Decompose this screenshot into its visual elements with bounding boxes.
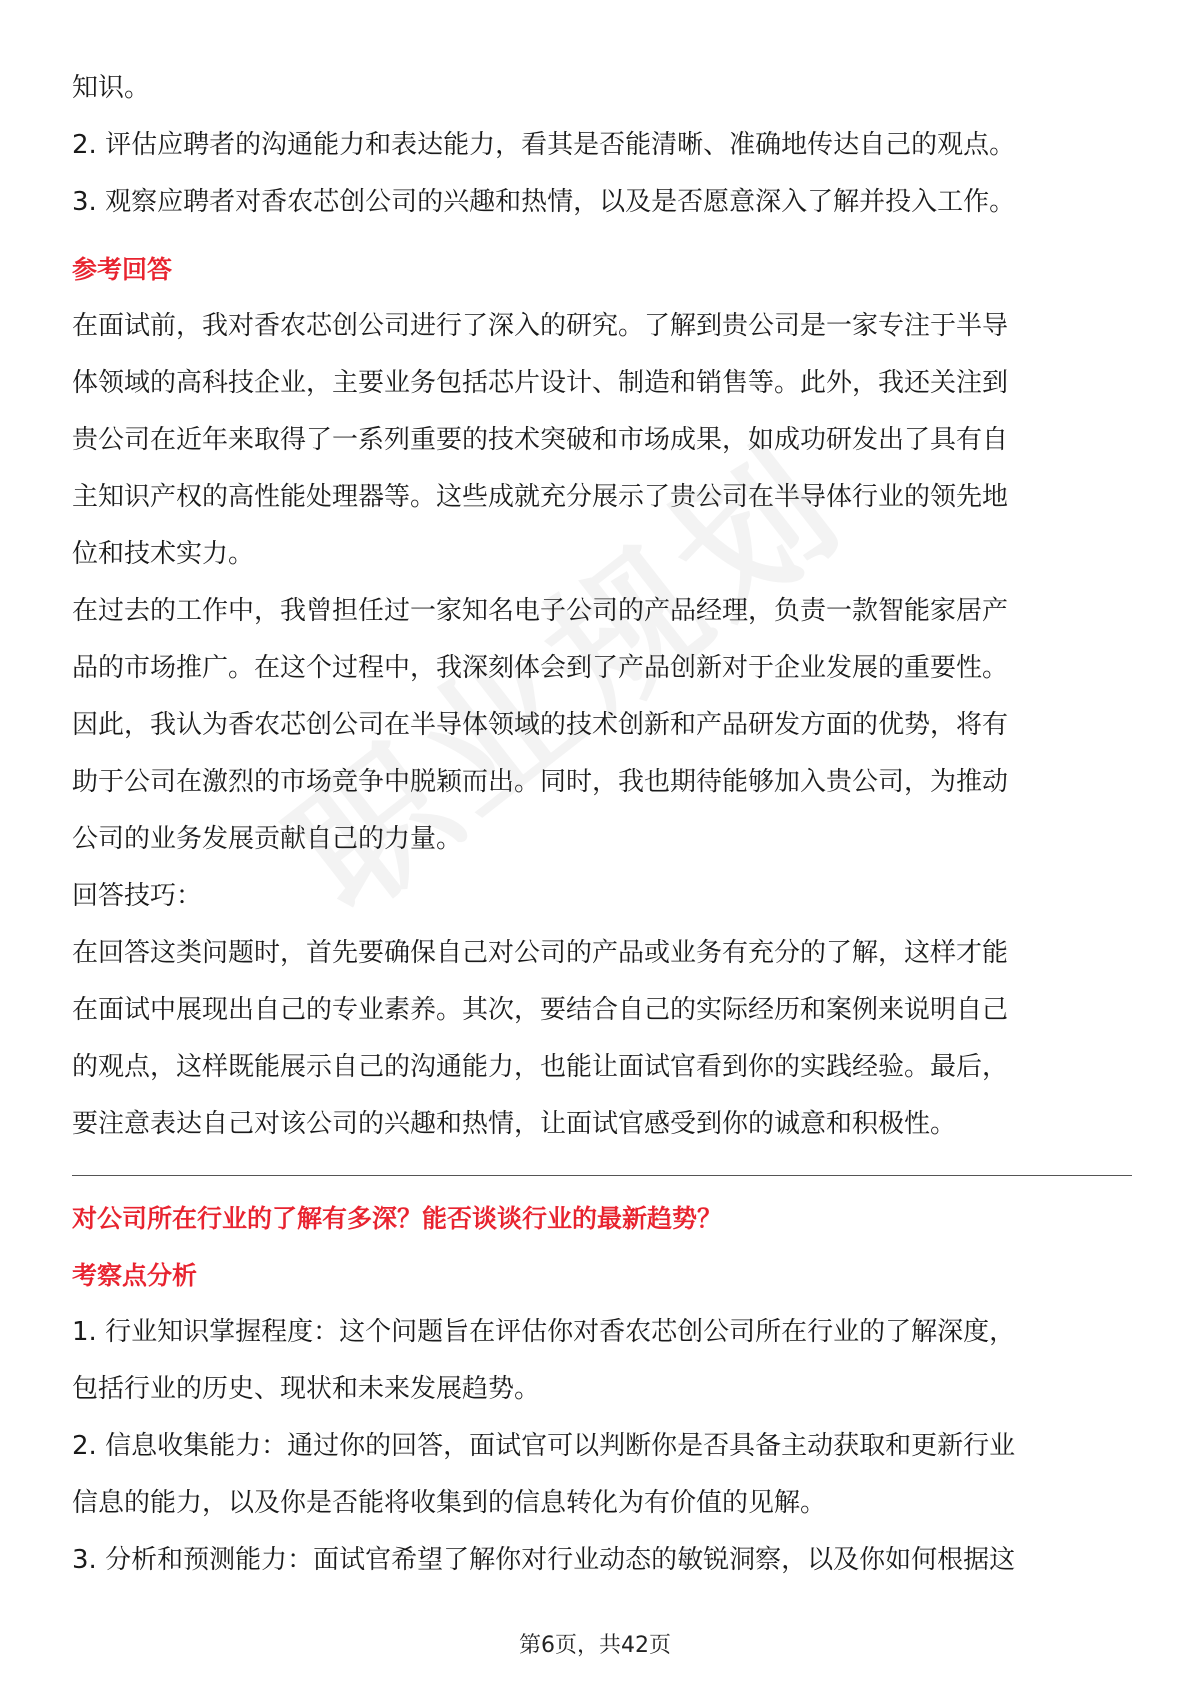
section-divider [72, 1175, 1132, 1176]
text-line: 3. 观察应聘者对香农芯创公司的兴趣和热情，以及是否愿意深入了解并投入工作。 [72, 187, 1016, 217]
text-line: 包括行业的历史、现状和未来发展趋势。 [72, 1374, 541, 1404]
answer-paragraph-1 [72, 298, 1132, 583]
text-line: 因此，我认为香农芯创公司在半导体领域的技术创新和产品研发方面的优势，将有 [72, 710, 1009, 740]
text-line: 在面试前，我对香农芯创公司进行了深入的研究。了解到贵公司是一家专注于半导 [72, 311, 1009, 341]
text-line: 助于公司在激烈的市场竞争中脱颖而出。同时，我也期待能够加入贵公司，为推动 [72, 767, 1009, 797]
tips-paragraph [72, 925, 1132, 1153]
text-line: 知识。 [72, 73, 151, 103]
text-line: 品的市场推广。在这个过程中，我深刻体会到了产品创新对于企业发展的重要性。 [72, 653, 1009, 683]
text-line: 2. 信息收集能力：通过你的回答，面试官可以判断你是否具备主动获取和更新行业 [72, 1431, 1016, 1461]
text-line: 的观点，这样既能展示自己的沟通能力，也能让面试官看到你的实践经验。最后， [72, 1052, 1009, 1082]
text-line: 3. 分析和预测能力：面试官希望了解你对行业动态的敏锐洞察，以及你如何根据这 [72, 1545, 1016, 1575]
document-page [72, 60, 1132, 1589]
text-line: 公司的业务发展贡献自己的力量。 [72, 824, 463, 854]
analysis-heading: 考察点分析 [72, 1261, 198, 1290]
answer-paragraph-2 [72, 583, 1132, 868]
page-number: 第6页，共42页 [519, 1633, 671, 1658]
reference-answer-heading: 参考回答 [72, 255, 173, 284]
text-line: 2. 评估应聘者的沟通能力和表达能力，看其是否能清晰、准确地传达自己的观点。 [72, 130, 1016, 160]
text-line: 在过去的工作中，我曾担任过一家知名电子公司的产品经理，负责一款智能家居产 [72, 596, 1009, 626]
text-line: 贵公司在近年来取得了一系列重要的技术突破和市场成果，如成功研发出了具有自 [72, 425, 1009, 455]
text-line: 在回答这类问题时，首先要确保自己对公司的产品或业务有充分的了解，这样才能 [72, 938, 1009, 968]
section1 [72, 60, 1132, 231]
text-line: 1. 行业知识掌握程度：这个问题旨在评估你对香农芯创公司所在行业的了解深度， [72, 1317, 1016, 1347]
tips-label: 回答技巧： [72, 881, 203, 911]
text-line: 要注意表达自己对该公司的兴趣和热情，让面试官感受到你的诚意和积极性。 [72, 1109, 957, 1139]
analysis-list [72, 1304, 1132, 1589]
text-line: 位和技术实力。 [72, 539, 255, 569]
text-line: 主知识产权的高性能处理器等。这些成就充分展示了贵公司在半导体行业的领先地 [72, 482, 1009, 512]
text-line: 在面试中展现出自己的专业素养。其次，要结合自己的实际经历和案例来说明自己 [72, 995, 1009, 1025]
text-line: 体领域的高科技企业，主要业务包括芯片设计、制造和销售等。此外，我还关注到 [72, 368, 1009, 398]
text-line: 信息的能力，以及你是否能将收集到的信息转化为有价值的见解。 [72, 1488, 827, 1518]
question-title: 对公司所在行业的了解有多深？能否谈谈行业的最新趋势？ [72, 1204, 723, 1233]
